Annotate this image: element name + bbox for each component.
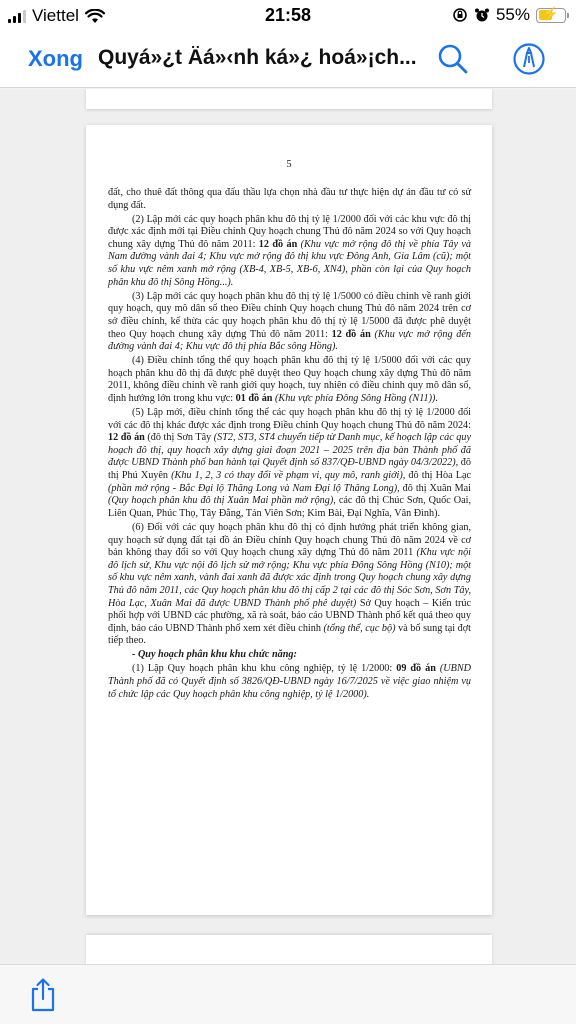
text-run: (Khu vực mở rộng đến đường vành đai 4; Khu vực đô thị phía Bắc sông Hồng).: [108, 328, 471, 353]
text-run: (Khu vực phía Đông Sông Hồng (N11)).: [272, 393, 438, 404]
text-run: , đô thị Hòa Lạc: [402, 470, 471, 482]
previous-page: [86, 89, 492, 109]
paragraph: [108, 355, 471, 405]
nav-bar: [0, 32, 576, 88]
paragraph: [108, 187, 471, 212]
share-icon[interactable]: [28, 977, 58, 1013]
text-run: (6) Đối với các quy hoạch phân khu đô thị có định hướng phát triển không gian, quy hoạch sử dụng đất tại đồ án Điều chỉnh Quy hoạch chung Thủ đô năm 2024 về cơ bản không thay đổi so với Quy hoạch chung xây dựng Thủ đô năm 2011: [108, 521, 471, 559]
battery-percent: 55%: [495, 5, 530, 24]
text-run: , đô thị Phú Xuyên: [108, 457, 471, 482]
markup-pen-icon[interactable]: [512, 42, 546, 76]
bottom-toolbar: [0, 964, 576, 1024]
text-run: (ST2, ST3, ST4 chuyển tiếp từ Danh mục, kế hoạch lập các quy hoạch đô thị, quy hoạch xây dựng giai đoạn 2021 – 2025 trên địa bàn Thành phố đã được UBND Thành phố ban hành tại Quyết định số 837/QĐ-UBND ngày 04/3/2022): [108, 432, 471, 469]
next-page: [86, 935, 492, 964]
text-run: (Khu vực nội đô lịch sử, Khu vực nội đô lịch sử mở rộng; Khu vực phía Đông Sông Hồng (N10); một số khu vực nêm xanh, vành đai xanh đã được xác định trong Quy hoạch chung xây dựng Thủ đô năm 2011, các Quy hoạch phân khu đô thị cấp 2 tại các đô thị Sóc Sơn, Sơn Tây, Hòa Lạc, Xuân Mai đã được UBND Thành phố phê duyệt): [108, 547, 471, 609]
page-text: [86, 187, 492, 703]
status-time: 21:58: [264, 5, 312, 25]
text-run: (Quy hoạch phân khu đô thị Xuân Mai phần mở rộng): [108, 495, 334, 507]
battery-icon: ⚡: [536, 8, 566, 23]
carrier-name: Viettel: [32, 6, 79, 25]
alarm-clock-icon: [474, 7, 490, 23]
text-run: (5) Lập mới, điều chỉnh tổng thể các quy hoạch phân khu đô thị tỷ lệ 1/2000 đối với các đô thị khác được xác định trong Điều chỉnh Quy hoạch chung Thủ đô năm 2024:: [108, 407, 471, 431]
text-run: (2) Lập mới các quy hoạch phân khu đô thị tỷ lệ 1/2000 đối với các khu vực đô thị được xác định mới tại Điều chỉnh Quy hoạch chung Thủ đô năm 2024 so với Quy hoạch chung xây dựng Thủ đô năm 2011:: [108, 213, 471, 250]
search-icon[interactable]: [436, 42, 470, 76]
text-run: 01 đồ án: [235, 393, 273, 404]
text-run: (1) Lập Quy hoạch phân khu khu công nghiệp, tỷ lệ 1/2000:: [132, 663, 397, 675]
text-run: 09 đồ án: [396, 663, 436, 675]
paragraph: [108, 522, 471, 648]
text-run: (phần mở rộng - Bắc Đại lộ Thăng Long và Nam Đại lộ Thăng Long): [108, 482, 398, 494]
text-run: và bổ sung tại đợt tiếp theo.: [108, 622, 471, 647]
status-right: [452, 5, 566, 25]
text-run: (tổng thể, cục bộ): [323, 622, 396, 634]
section-heading: [108, 649, 471, 662]
text-run: (Khu 1, 2, 3 có thay đổi về phạm vi, quy mô, ranh giới): [171, 470, 403, 482]
pdf-viewer[interactable]: [0, 89, 576, 964]
paragraph: [108, 214, 471, 290]
done-button[interactable]: Xong: [28, 46, 83, 71]
text-run: (UBND Thành phố đã có Quyết định số 3826/QĐ-UBND ngày 16/7/2025 về việc giao nhiệm vụ tổ chức lập các Quy hoạch phân khu công nghiệp, tỷ lệ 1/2000).: [108, 663, 471, 700]
text-run: 12 đồ án: [108, 432, 145, 444]
text-run: (đô thị Sơn Tây: [144, 432, 214, 444]
text-run: 12 đồ án: [331, 328, 371, 340]
text-run: (Khu vực mở rộng đô thị về phía Tây và Nam đường vành đai 4; Khu vực mở rộng đô thị khu vực Đông Anh, Gia Lâm (cũ); một số khu vực nêm xanh mở rộng (XB-4, XB-5, XB-6, XN4), phần còn lại của Quy hoạch phân khu đô thị Sông Hồng...).: [108, 238, 471, 288]
text-run: (4) Điều chỉnh tổng thể quy hoạch phân khu đô thị tỷ lệ 1/5000 đối với các quy hoạch phân khu đô thị đã được phê duyệt theo Quy hoạch chung xây dựng Thủ đô năm 2011, không điều chỉnh về ranh giới quy hoạch, tuy nhiên có điều chỉnh quy mô dân số, định hướng lớn trong khu vực:: [108, 355, 471, 404]
text-run: Sở Quy hoạch – Kiến trúc phối hợp với UBND các phường, xã rà soát, báo cáo UBND Thành phố kết quả theo quy định, báo cáo UBND Thành phố xem xét điều chỉnh: [108, 597, 471, 634]
text-run: (3) Lập mới các quy hoạch phân khu đô thị tỷ lệ 1/5000 có điều chỉnh về ranh giới quy hoạch, quy mô dân số theo Điều chỉnh Quy hoạch chung Thủ đô năm 2024 trên cơ sở điều chỉnh, kế thừa các quy hoạch phân khu đô thị tỷ lệ 1/5000 đã được phê duyệt theo Quy hoạch chung xây dựng Thủ đô năm 2011:: [108, 290, 471, 340]
paragraph: [108, 291, 471, 354]
pdf-page: [86, 125, 492, 915]
text-run: - Quy hoạch phân khu khu chức năng:: [132, 649, 297, 661]
paragraph: [108, 407, 471, 520]
text-run: đất, cho thuê đất thông qua đấu thầu lựa chọn nhà đầu tư thực hiện dự án đầu tư có sử dụng đất.: [108, 187, 471, 211]
paragraph: [108, 663, 471, 701]
status-bar: [0, 0, 576, 32]
text-run: 12 đồ án: [258, 238, 298, 250]
page-number: 5: [286, 159, 292, 170]
text-run: , đô thị Xuân Mai: [397, 482, 471, 494]
orientation-lock-icon: [452, 7, 468, 23]
document-title: Quyá»¿t Äá»‹nh ká»¿ hoá»¡ch...: [98, 46, 417, 69]
text-run: , các đô thị Chúc Sơn, Quốc Oai, Liên Quan, Phúc Thọ, Tây Đằng, Tản Viên Sơn; Kim Bài, Đại Nghĩa, Vân Đình).: [108, 495, 471, 519]
